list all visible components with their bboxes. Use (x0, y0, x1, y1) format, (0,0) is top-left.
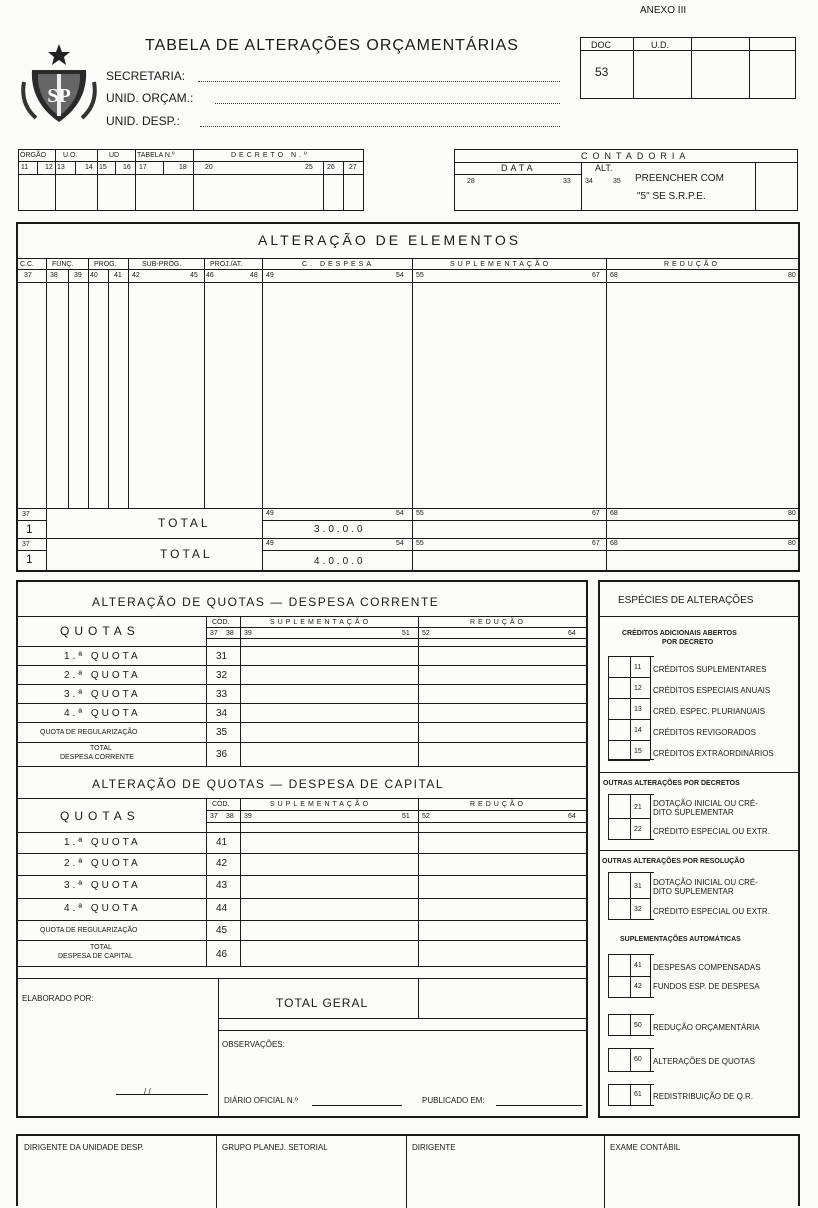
data-label: DATA (501, 163, 536, 173)
corrente-code-35: 35 (216, 727, 228, 738)
capital-code-41: 41 (216, 837, 228, 848)
especie-label-12: CRÉDITOS ESPECIAIS ANUAIS (653, 686, 771, 695)
corrente-cod: CÓD. (212, 619, 230, 626)
sig-exame-contabil: EXAME CONTÁBIL (610, 1143, 681, 1152)
unid-desp-line[interactable] (200, 126, 560, 127)
capital-q4: 4.ª QUOTA (64, 903, 141, 914)
corrente-code-32: 32 (216, 670, 228, 681)
num-label: 48 (250, 272, 258, 279)
col-func: FUNÇ. (52, 261, 74, 268)
num-label: 55 (416, 272, 424, 279)
col-reducao: REDUÇÃO (664, 261, 721, 268)
num-label: 18 (179, 164, 187, 171)
num-label: 40 (90, 272, 98, 279)
corrente-reducao: REDUÇÃO (470, 619, 527, 626)
num-label: 52 (422, 813, 430, 820)
col-suplementacao: SUPLEMENTAÇÃO (450, 261, 552, 268)
especie-code-32: 32 (634, 906, 642, 913)
capital-q2: 2.ª QUOTA (64, 858, 141, 869)
svg-text:SP: SP (47, 85, 71, 107)
num-label: 67 (592, 510, 600, 517)
corrente-regularizacao: QUOTA DE REGULARIZAÇÃO (40, 729, 138, 736)
elaborado-label: ELABORADO POR: (22, 994, 94, 1003)
num-label: 67 (592, 540, 600, 547)
especies-group1: CRÉDITOS ADICIONAIS ABERTOS (622, 630, 737, 637)
capital-total2: DESPESA DE CAPITAL (58, 953, 133, 960)
num-label: 52 (422, 630, 430, 637)
doc-ud-box (580, 37, 796, 99)
especies-group2: OUTRAS ALTERAÇÕES POR DECRETOS (603, 780, 740, 787)
num-label: 11 (21, 164, 29, 171)
state-seal (20, 42, 98, 126)
col-prog: PROG. (94, 261, 117, 268)
orgao-label: ÓRGÃO (20, 152, 47, 159)
especie-code-50: 50 (634, 1022, 642, 1029)
sig-dirigente: DIRIGENTE (412, 1143, 456, 1152)
num-label: 49 (266, 272, 274, 279)
capital-code-43: 43 (216, 880, 228, 891)
num-label: 64 (568, 813, 576, 820)
especie-code-11: 11 (634, 664, 642, 671)
capital-quotas-label: QUOTAS (60, 809, 140, 823)
num-label: 39 (244, 813, 252, 820)
corrente-total2: DESPESA CORRENTE (60, 754, 134, 761)
especie-label-31b: DITO SUPLEMENTAR (653, 887, 734, 896)
unid-orcam-label: UNID. ORÇAM.: (106, 91, 194, 105)
capital-regularizacao: QUOTA DE REGULARIZAÇÃO (40, 927, 138, 934)
especie-code-61: 61 (634, 1091, 642, 1098)
total1-label: TOTAL (158, 516, 211, 530)
num-label: 37 (210, 630, 218, 637)
especies-group3: OUTRAS ALTERAÇÕES POR RESOLUÇÃO (602, 858, 745, 865)
num-label: 16 (123, 164, 131, 171)
corrente-q2: 2.ª QUOTA (64, 670, 141, 681)
num-label: 38 (226, 630, 234, 637)
num-label: 39 (244, 630, 252, 637)
secretaria-line[interactable] (198, 81, 560, 82)
contadoria-note1: PREENCHER COM (635, 173, 724, 184)
num-label: 67 (592, 272, 600, 279)
ud-label: U.D. (651, 40, 669, 50)
num-label: 80 (788, 540, 796, 547)
corrente-code-34: 34 (216, 708, 228, 719)
num-label: 42 (132, 272, 140, 279)
capital-title: ALTERAÇÃO DE QUOTAS — DESPESA DE CAPITAL (92, 777, 445, 791)
especie-label-22: CRÉDITO ESPECIAL OU EXTR. (653, 827, 770, 836)
capital-q1: 1.ª QUOTA (64, 837, 141, 848)
publicado-label: PUBLICADO EM: (422, 1096, 485, 1105)
num-label: 68 (610, 272, 618, 279)
diario-label: DIÁRIO OFICIAL N.º (224, 1096, 298, 1105)
corrente-q3: 3.ª QUOTA (64, 689, 141, 700)
especie-label-11: CRÉDITOS SUPLEMENTARES (653, 665, 767, 674)
num-label: 46 (206, 272, 214, 279)
num-label: 54 (396, 540, 404, 547)
num-label: 51 (402, 630, 410, 637)
corrente-suplementacao: SUPLEMENTAÇÃO (270, 619, 372, 626)
num-label: 54 (396, 272, 404, 279)
especies-group4: SUPLEMENTAÇÕES AUTOMÁTICAS (620, 936, 741, 943)
especie-code-60: 60 (634, 1056, 642, 1063)
tabela-label: TABELA N.º (137, 152, 175, 159)
num-label: 68 (610, 510, 618, 517)
num-label: 26 (327, 164, 335, 171)
col-cc: C.C. (20, 261, 34, 268)
col-despesa: C. DESPESA (302, 261, 375, 268)
signature-section (16, 1134, 800, 1206)
especie-label-32: CRÉDITO ESPECIAL OU EXTR. (653, 907, 770, 916)
total2-code[interactable]: 1 (26, 552, 33, 566)
num-label: 25 (305, 164, 313, 171)
especie-label-50: REDUÇÃO ORÇAMENTÁRIA (653, 1023, 760, 1032)
ud-col-label: UD (109, 152, 120, 159)
date-separator: / / (144, 1087, 151, 1096)
corrente-q1: 1.ª QUOTA (64, 651, 141, 662)
total2-label: TOTAL (160, 547, 213, 561)
decreto-label: DECRETO N.º (231, 152, 310, 159)
num-label: 41 (114, 272, 122, 279)
num-label: 38 (50, 272, 58, 279)
total2-num: 37 (22, 541, 30, 548)
especie-label-21b: DITO SUPLEMENTAR (653, 808, 734, 817)
num-label: 12 (45, 164, 53, 171)
num-label: 37 (210, 813, 218, 820)
alt-label: ALT. (595, 163, 613, 173)
num-label: 34 (585, 178, 593, 185)
especie-label-21: DOTAÇÃO INICIAL OU CRÉ- (653, 799, 758, 808)
especie-code-42: 42 (634, 983, 642, 990)
especie-label-13: CRÉD. ESPEC. PLURIANUAIS (653, 707, 766, 716)
elementos-title: ALTERAÇÃO DE ELEMENTOS (258, 232, 522, 248)
num-label: 28 (467, 178, 475, 185)
secretaria-label: SECRETARIA: (106, 69, 186, 83)
especies-section (598, 580, 800, 1118)
sig-grupo-planej: GRUPO PLANEJ. SETORIAL (222, 1143, 328, 1152)
unid-orcam-line[interactable] (215, 103, 560, 104)
especie-code-31: 31 (634, 883, 642, 890)
especie-label-61: REDISTRIBUIÇÃO DE Q.R. (653, 1092, 754, 1101)
num-label: 68 (610, 540, 618, 547)
total1-num: 37 (22, 511, 30, 518)
form-title: TABELA DE ALTERAÇÕES ORÇAMENTÁRIAS (145, 37, 519, 54)
num-label: 27 (349, 164, 357, 171)
total1-code[interactable]: 1 (26, 522, 33, 536)
observacoes-label: OBSERVAÇÕES: (222, 1040, 285, 1049)
num-label: 20 (205, 164, 213, 171)
num-label: 38 (226, 813, 234, 820)
especie-label-14: CRÉDITOS REVIGORADOS (653, 728, 756, 737)
especies-title: ESPÉCIES DE ALTERAÇÕES (618, 595, 754, 606)
corrente-code-33: 33 (216, 689, 228, 700)
total1-despesa[interactable]: 3.0.0.0 (314, 524, 366, 535)
quotas-section (16, 580, 588, 1118)
contadoria-note2: "5" SE S.R.P.E. (637, 191, 706, 202)
corrente-q4: 4.ª QUOTA (64, 708, 141, 719)
capital-suplementacao: SUPLEMENTAÇÃO (270, 801, 372, 808)
capital-code-46: 46 (216, 949, 228, 960)
col-projat: PROJ./AT. (210, 261, 243, 268)
id-row-box (18, 149, 364, 211)
col-subprog: SUB-PROG. (142, 261, 182, 268)
corrente-total: TOTAL (90, 745, 112, 752)
num-label: 14 (85, 164, 93, 171)
sig-dirigente-unidade: DIRIGENTE DA UNIDADE DESP. (24, 1143, 144, 1152)
num-label: 54 (396, 510, 404, 517)
corrente-title: ALTERAÇÃO DE QUOTAS — DESPESA CORRENTE (92, 595, 440, 609)
corrente-code-31: 31 (216, 651, 228, 662)
doc-label: DOC (591, 40, 611, 50)
uo-label: U.O. (63, 152, 78, 159)
capital-code-45: 45 (216, 925, 228, 936)
num-label: 51 (402, 813, 410, 820)
contadoria-title: CONTADORIA (581, 151, 691, 161)
elementos-section (16, 222, 800, 572)
capital-reducao: REDUÇÃO (470, 801, 527, 808)
especie-code-12: 12 (634, 685, 642, 692)
capital-cod: CÓD. (212, 801, 230, 808)
especie-code-15: 15 (634, 748, 642, 755)
num-label: 35 (613, 178, 621, 185)
especie-code-21: 21 (634, 804, 642, 811)
num-label: 33 (563, 178, 571, 185)
num-label: 55 (416, 540, 424, 547)
num-label: 49 (266, 510, 274, 517)
especie-label-41: DESPESAS COMPENSADAS (653, 963, 761, 972)
capital-total: TOTAL (90, 944, 112, 951)
num-label: 64 (568, 630, 576, 637)
especie-label-42: FUNDOS ESP. DE DESPESA (653, 982, 760, 991)
num-label: 80 (788, 272, 796, 279)
capital-code-42: 42 (216, 858, 228, 869)
num-label: 37 (24, 272, 32, 279)
capital-q3: 3.ª QUOTA (64, 880, 141, 891)
corrente-code-36: 36 (216, 749, 228, 760)
num-label: 15 (99, 164, 107, 171)
total-geral-label: TOTAL GERAL (276, 996, 369, 1010)
total2-despesa[interactable]: 4.0.0.0 (314, 556, 366, 567)
annex-label: ANEXO III (640, 5, 687, 16)
capital-code-44: 44 (216, 903, 228, 914)
especie-code-14: 14 (634, 727, 642, 734)
especie-code-41: 41 (634, 962, 642, 969)
corrente-quotas-label: QUOTAS (60, 624, 140, 638)
especies-group1b: POR DECRETO (662, 639, 714, 646)
num-label: 39 (74, 272, 82, 279)
num-label: 55 (416, 510, 424, 517)
num-label: 49 (266, 540, 274, 547)
especie-label-31: DOTAÇÃO INICIAL OU CRÉ- (653, 878, 758, 887)
especie-label-15: CRÉDITOS EXTRAORDINÁRIOS (653, 749, 774, 758)
num-label: 80 (788, 510, 796, 517)
especie-label-60: ALTERAÇÕES DE QUOTAS (653, 1057, 755, 1066)
especie-code-22: 22 (634, 826, 642, 833)
num-label: 17 (139, 164, 147, 171)
doc-value[interactable]: 53 (595, 65, 609, 79)
especie-code-13: 13 (634, 706, 642, 713)
num-label: 45 (190, 272, 198, 279)
num-label: 13 (57, 164, 65, 171)
contadoria-box (454, 149, 798, 211)
unid-desp-label: UNID. DESP.: (106, 114, 180, 128)
